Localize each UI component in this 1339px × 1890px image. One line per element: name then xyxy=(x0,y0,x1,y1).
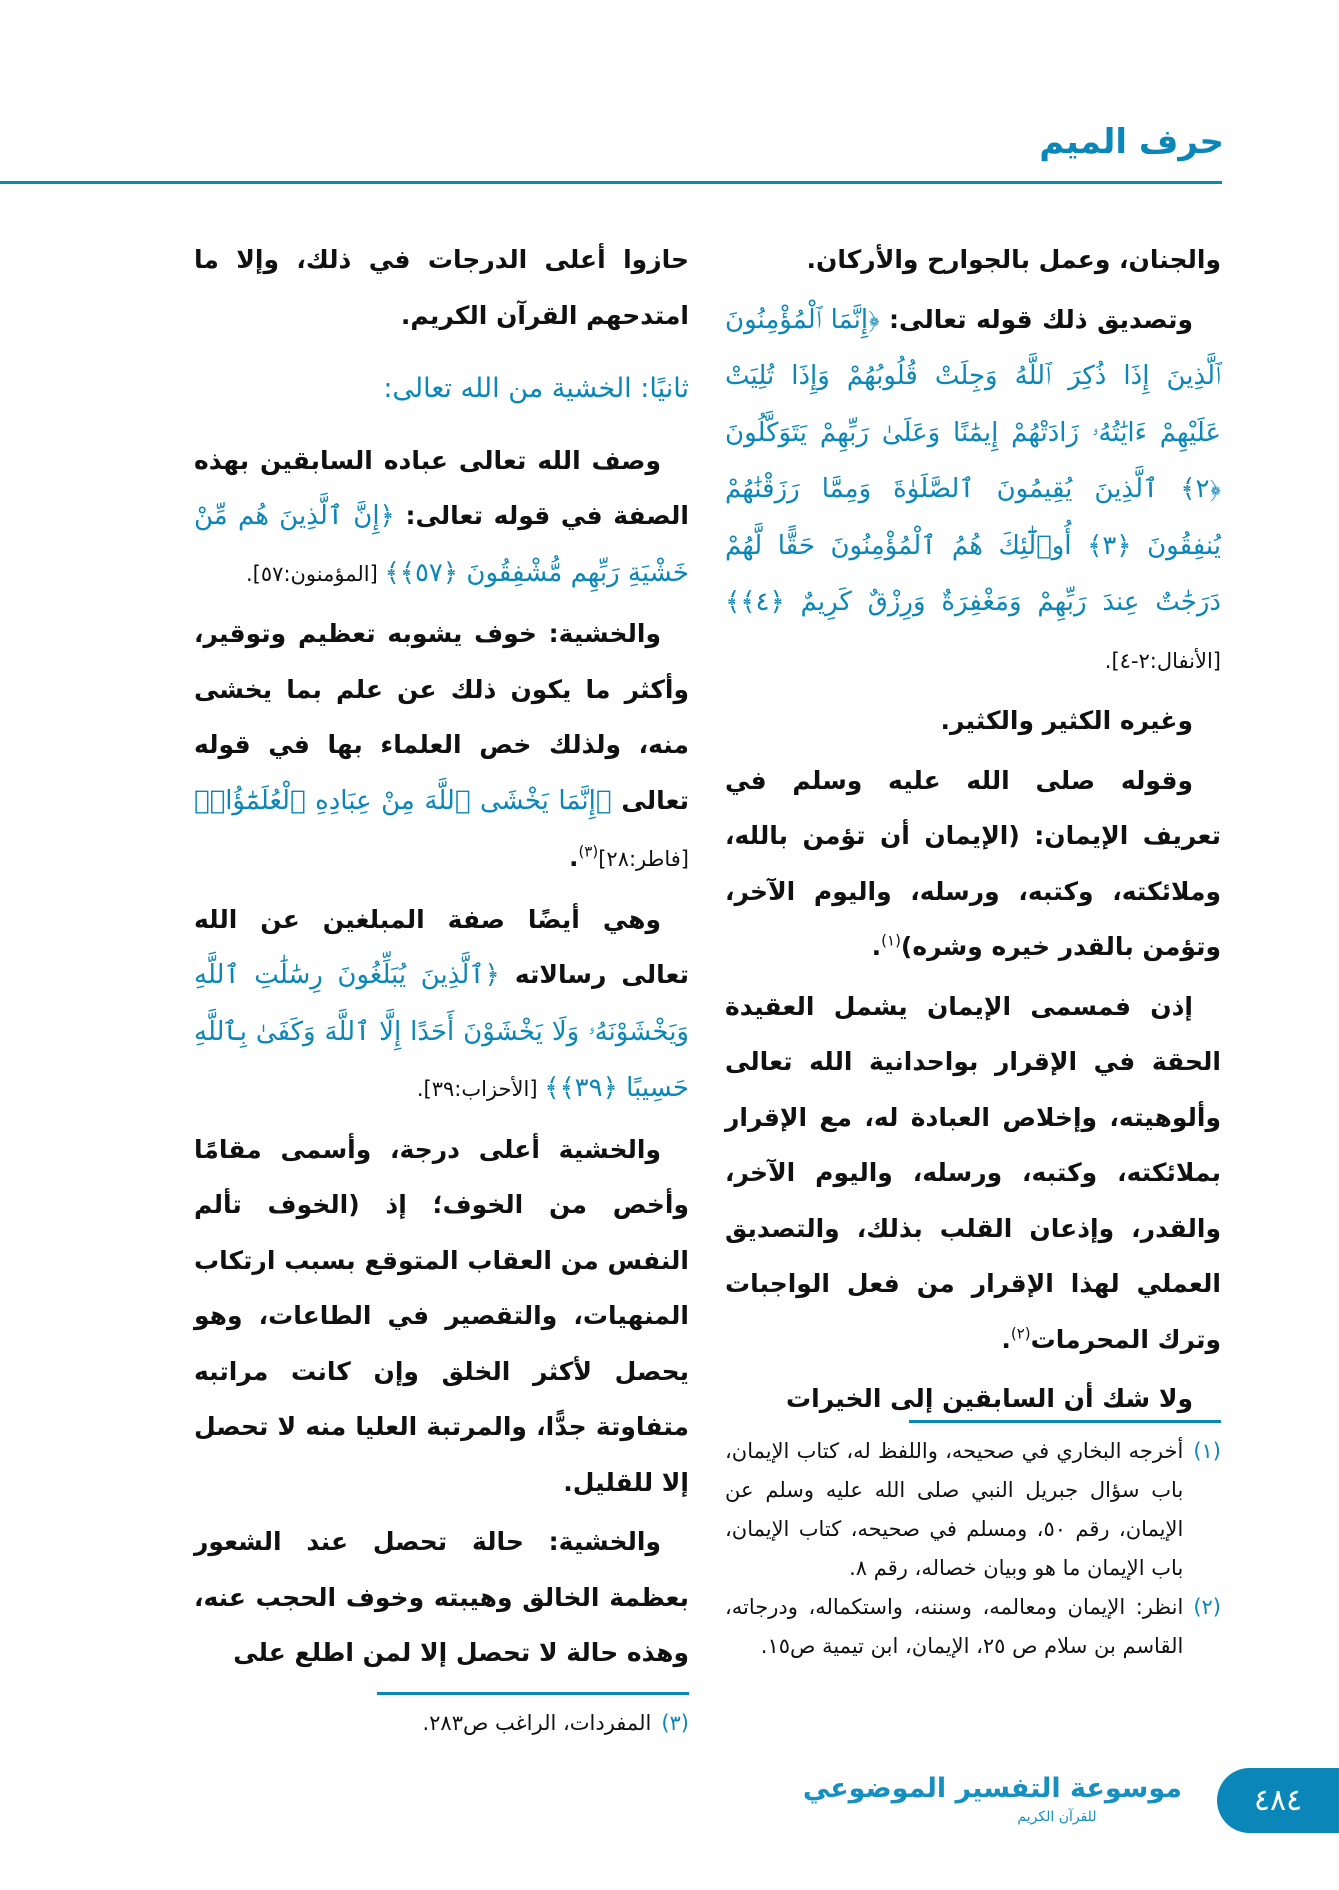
footnotes-right xyxy=(725,1432,1221,1666)
footnote-text: المفردات، الراغب ص٢٨٣. xyxy=(422,1711,652,1735)
paragraph xyxy=(194,433,689,603)
paragraph: والجنان، وعمل بالجوارح والأركان. xyxy=(806,245,1221,274)
paragraph xyxy=(725,753,1221,975)
punctuation: . xyxy=(1001,1324,1011,1354)
footnote-marker[interactable]: (٣) xyxy=(578,842,599,861)
footnotes-left xyxy=(194,1704,689,1743)
paragraph xyxy=(725,292,1221,690)
verse-reference: [الأحزاب:٣٩]. xyxy=(416,1077,545,1101)
footnote xyxy=(194,1704,689,1743)
chapter-title: حرف الميم xyxy=(1039,122,1224,162)
verse-reference: [فاطر:٢٨] xyxy=(598,847,689,871)
footnote-marker[interactable]: (٢) xyxy=(1010,1324,1031,1343)
paragraph: وغيره الكثير والكثير. xyxy=(940,706,1193,735)
left-column xyxy=(194,232,689,1685)
footnote-text: انظر: الإيمان ومعالمه، وسننه، واستكماله، ودرجاته، القاسم بن سلام ص ٢٥، الإيمان، ابن تيمية ص١٥. xyxy=(725,1595,1184,1658)
paragraph: والخشية: حالة تحصل عند الشعور بعظمة الخالق وهيبته وخوف الحجب عنه، وهذه حالة لا تحصل إلا لمن اطلع على xyxy=(194,1527,689,1667)
footnote-text: أخرجه البخاري في صحيحه، واللفظ له، كتاب الإيمان، باب سؤال جبريل النبي صلى الله عليه وسلم عن الإيمان، رقم ٥٠، ومسلم في صحيحه، كتاب الإيمان، باب الإيمان ما هو وبيان خصاله، رقم ٨. xyxy=(725,1439,1184,1580)
hadith-quote: (الإيمان أن تؤمن بالله، وملائكته، وكتبه، ورسله، واليوم الآخر، وتؤمن بالقدر خيره وشره) xyxy=(725,821,1221,961)
encyclopedia-logo xyxy=(802,1770,1182,1826)
paragraph: حازوا أعلى الدرجات في ذلك، وإلا ما امتدحهم القرآن الكريم. xyxy=(194,245,689,330)
footnote-rule xyxy=(377,1692,689,1695)
paragraph-text: وهي أيضًا صفة المبلغين عن الله تعالى رسالاته xyxy=(194,904,689,989)
logo-subtitle: للقرآن الكريم xyxy=(1017,1809,1097,1825)
paragraph: ولا شك أن السابقين إلى الخيرات xyxy=(786,1384,1193,1413)
footnote-number: (٢) xyxy=(1193,1595,1221,1619)
footnote-number: (١) xyxy=(1193,1439,1221,1463)
logo-title: موسوعة التفسير الموضوعي xyxy=(802,1773,1182,1804)
section-heading: ثانيًا: الخشية من الله تعالى: xyxy=(383,373,689,404)
verse-reference: [الأنفال:٢-٤]. xyxy=(1104,648,1221,673)
footnote xyxy=(725,1432,1221,1588)
footnote-marker[interactable]: (١) xyxy=(881,931,901,950)
paragraph xyxy=(725,979,1221,1368)
punctuation: . xyxy=(568,843,579,872)
header-rule xyxy=(0,181,1222,184)
quran-verse: ﴿إِنَّمَا يَخْشَى ٱللَّهَ مِنْ عِبَادِهِ ٱلْعُلَمَٰٓؤُا۟﴾ xyxy=(194,785,612,816)
paragraph-text: والخشية: خوف يشوبه تعظيم وتوقير، وأكثر ما يكون ذلك عن علم بما يخشى منه، ولذلك خص العلماء بها في قوله تعالى xyxy=(194,619,689,815)
right-column xyxy=(725,232,1221,1431)
paragraph-text: إذن فمسمى الإيمان يشمل العقيدة الحقة في الإقرار بواحدانية الله تعالى وألوهيته، وإخلاص العبادة له، مع الإقرار بملائكته، وكتبه، ورسله، واليوم الآخر، والقدر، وإذعان القلب بذلك، والتصديق العملي لهذا الإقرار من فعل الواجبات وترك المحرمات xyxy=(725,991,1221,1354)
quran-verse: ﴿إِنَّ ٱلَّذِينَ هُم مِّنْ خَشْيَةِ رَبِّهِم مُّشْفِقُونَ ﴿٥٧﴾﴾ xyxy=(194,501,689,588)
paragraph-text: وصف الله تعالى عباده السابقين بهذه الصفة في قوله تعالى: xyxy=(194,445,689,530)
verse-reference: [المؤمنون:٥٧]. xyxy=(246,561,385,586)
paragraph: والخشية أعلى درجة، وأسمى مقامًا وأخص من الخوف؛ إذ (الخوف تألم النفس من العقاب المتوقع بسبب ارتكاب المنهيات، والتقصير في الطاعات، وهو يحصل لأكثر الخلق وإن كانت مراتبه متفاوتة جدًّا، والمرتبة العليا منه لا تحصل إلا للقليل. xyxy=(194,1134,689,1497)
paragraph xyxy=(194,892,689,1118)
footnote xyxy=(725,1588,1221,1666)
footnote-number: (٣) xyxy=(661,1711,689,1735)
footnote-rule xyxy=(909,1420,1221,1423)
paragraph-text: وتصديق ذلك قوله تعالى: xyxy=(879,304,1193,334)
page-number: ٤٨٤ xyxy=(1217,1768,1339,1833)
quran-verse: ﴿إِنَّمَا ٱلْمُؤْمِنُونَ ٱلَّذِينَ إِذَا ذُكِرَ ٱللَّهُ وَجِلَتْ قُلُوبُهُمْ وَإِذَا تُلِيَتْ عَلَيْهِمْ ءَايَٰتُهُۥ زَادَتْهُمْ إِيمَٰنًا وَعَلَىٰ رَبِّهِمْ يَتَوَكَّلُونَ ﴿٢﴾ ٱلَّذِينَ يُقِيمُونَ ٱلصَّلَوٰةَ وَمِمَّا رَزَقْنَٰهُمْ يُنفِقُونَ ﴿٣﴾ أُو۟لَٰٓئِكَ هُمُ ٱلْمُؤْمِنُونَ حَقًّا لَّهُمْ دَرَجَٰتٌ عِندَ رَبِّهِمْ وَمَغْفِرَةٌ وَرِزْقٌ كَرِيمٌ ﴿٤﴾﴾ xyxy=(725,304,1221,617)
paragraph-text: وقوله صلى الله عليه وسلم في تعريف الإيمان: xyxy=(725,765,1221,850)
quran-verse: ﴿ٱلَّذِينَ يُبَلِّغُونَ رِسَٰلَٰتِ ٱللَّهِ وَيَخْشَوْنَهُۥ وَلَا يَخْشَوْنَ أَحَدًا إِلَّا ٱللَّهَ وَكَفَىٰ بِٱللَّهِ حَسِيبًا ﴿٣٩﴾﴾ xyxy=(194,960,689,1103)
punctuation: . xyxy=(871,932,882,961)
paragraph xyxy=(194,606,689,888)
